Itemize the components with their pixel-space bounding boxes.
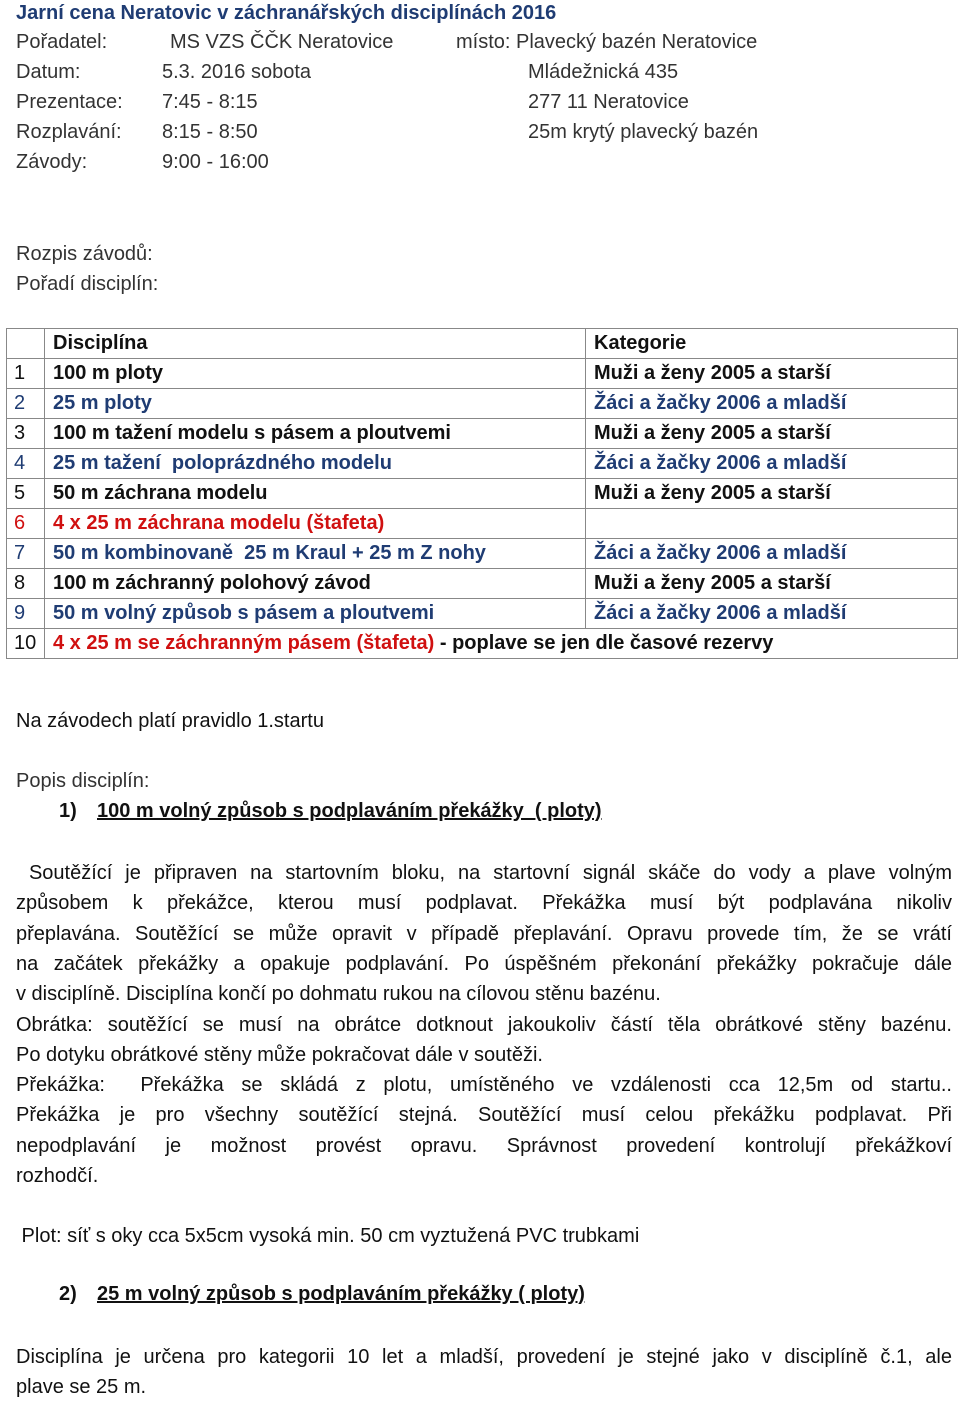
row-category: Muži a ženy 2005 a starší	[586, 479, 958, 509]
paragraph-line: rozhodčí.	[16, 1164, 99, 1187]
paragraph-line: nepodplavání je možnost provést opravu. Správnost provedení kontrolují překážkoví	[16, 1134, 952, 1157]
section-2-heading	[59, 1283, 585, 1306]
row-category: Žáci a žačky 2006 a mladší	[586, 449, 958, 479]
table-row	[7, 449, 958, 479]
order-heading: Pořadí disciplín:	[16, 273, 159, 295]
paragraph-line: Překážka je pro všechny soutěžící stejná. Soutěžící musí celou překážku podplavat. Při	[16, 1104, 952, 1127]
paragraph-line: na začátek překážky a opakuje podplavání. Po úspěšném překonání překážky pokračuje dále	[16, 952, 952, 975]
row-number: 5	[7, 479, 45, 509]
row-number: 1	[7, 359, 45, 389]
warmup-value: 8:15 - 8:50	[162, 121, 258, 143]
paragraph-line: plave se 25 m.	[16, 1376, 147, 1399]
row-discipline: 4 x 25 m záchrana modelu (štafeta)	[45, 509, 586, 539]
paragraph-line: Po dotyku obrátkové stěny může pokračovat dále v soutěži.	[16, 1044, 543, 1067]
plot-spec: Plot: síť s oky cca 5x5cm vysoká min. 50 cm vyztužená PVC trubkami	[16, 1225, 640, 1247]
row-discipline: 25 m tažení poloprázdného modelu	[45, 449, 586, 479]
table-row	[7, 419, 958, 449]
section-1-paragraph-3	[16, 1070, 952, 1191]
organizer-label: Pořadatel:	[16, 31, 108, 53]
section-2-title: 25 m volný způsob s podplaváním překážky ( ploty)	[97, 1283, 585, 1305]
table-row	[7, 599, 958, 629]
row-number: 10	[7, 629, 45, 659]
paragraph-line: v disciplíně. Disciplína končí po dohmatu rukou na cílovou stěnu bazénu.	[16, 983, 661, 1006]
row-category: Muži a ženy 2005 a starší	[586, 359, 958, 389]
column-header-discipline: Disciplína	[45, 329, 586, 359]
row-discipline: 100 m záchranný polohový závod	[45, 569, 586, 599]
rule-note: Na závodech platí pravidlo 1.startu	[16, 710, 324, 732]
row-category: Muži a ženy 2005 a starší	[586, 419, 958, 449]
date-value: 5.3. 2016 sobota	[162, 61, 312, 83]
paragraph-line: přeplavána. Soutěžící se může opravit v případě přeplavání. Opravu provede tím, že se vrátí	[16, 922, 952, 945]
row-number: 4	[7, 449, 45, 479]
registration-label: Prezentace:	[16, 91, 123, 113]
section-1-paragraph-2	[16, 1010, 952, 1071]
row-category	[586, 509, 958, 539]
warmup-label: Rozplavání:	[16, 121, 122, 143]
table-row	[7, 359, 958, 389]
document-title: Jarní cena Neratovic v záchranářských disciplínách 2016	[16, 2, 557, 24]
schedule-table	[6, 328, 958, 659]
row-discipline-with-note	[45, 629, 958, 659]
row-discipline: 100 m tažení modelu s pásem a ploutvemi	[45, 419, 586, 449]
paragraph-line: způsobem k překážce, kterou musí podplavat. Překážka musí být podplavána nikoliv	[16, 892, 952, 915]
row-discipline: 50 m kombinovaně 25 m Kraul + 25 m Z nohy	[45, 539, 586, 569]
row-number: 8	[7, 569, 45, 599]
table-row	[7, 539, 958, 569]
section-1-paragraph-1	[16, 858, 952, 1009]
venue-line: místo: Plavecký bazén Neratovice	[456, 31, 758, 53]
column-header-category: Kategorie	[586, 329, 958, 359]
row-category: Žáci a žačky 2006 a mladší	[586, 389, 958, 419]
table-row	[7, 389, 958, 419]
organizer-value: MS VZS ČČK Neratovice	[170, 31, 394, 53]
races-value: 9:00 - 16:00	[162, 151, 269, 173]
section-2-number: 2)	[59, 1283, 77, 1305]
row-number: 9	[7, 599, 45, 629]
row-category: Žáci a žačky 2006 a mladší	[586, 539, 958, 569]
row-note: - poplave se jen dle časové rezervy	[434, 632, 774, 654]
row-discipline: 100 m ploty	[45, 359, 586, 389]
section-1-title: 100 m volný způsob s podplaváním překážky ( ploty)	[97, 800, 602, 822]
row-number: 6	[7, 509, 45, 539]
date-label: Datum:	[16, 61, 81, 83]
row-category: Muži a ženy 2005 a starší	[586, 569, 958, 599]
row-category: Žáci a žačky 2006 a mladší	[586, 599, 958, 629]
table-row	[7, 629, 958, 659]
description-heading: Popis disciplín:	[16, 770, 150, 792]
paragraph-line: Disciplína je určena pro kategorii 10 let a mladší, provedení je stejné jako v disciplíně č.1, ale	[16, 1346, 952, 1368]
row-discipline: 50 m volný způsob s pásem a ploutvemi	[45, 599, 586, 629]
address-street: Mládežnická 435	[528, 61, 679, 83]
row-number: 3	[7, 419, 45, 449]
row-discipline: 25 m ploty	[45, 389, 586, 419]
row-number: 7	[7, 539, 45, 569]
schedule-heading: Rozpis závodů:	[16, 243, 153, 265]
section-1-number: 1)	[59, 800, 77, 822]
row-number: 2	[7, 389, 45, 419]
section-1-heading	[59, 800, 602, 823]
paragraph-line: Soutěžící je připraven na startovním bloku, na startovní signál skáče do vody a plave volným	[16, 862, 952, 884]
pool-description: 25m krytý plavecký bazén	[528, 121, 759, 143]
paragraph-line: Obrátka: soutěžící se musí na obrátce dotknout jakoukoliv částí těla obrátkové stěny bazénu.	[16, 1014, 952, 1036]
table-row	[7, 569, 958, 599]
races-label: Závody:	[16, 151, 88, 173]
table-cell	[7, 329, 45, 359]
table-row	[7, 479, 958, 509]
section-2-paragraph	[16, 1342, 952, 1403]
row-discipline: 4 x 25 m se záchranným pásem (štafeta)	[53, 632, 435, 654]
row-discipline: 50 m záchrana modelu	[45, 479, 586, 509]
paragraph-line: Překážka: Překážka se skládá z plotu, umístěného ve vzdálenosti cca 12,5m od startu..	[16, 1074, 952, 1096]
address-city: 277 11 Neratovice	[528, 91, 689, 113]
table-row	[7, 509, 958, 539]
registration-value: 7:45 - 8:15	[162, 91, 258, 113]
table-header-row	[7, 329, 958, 359]
